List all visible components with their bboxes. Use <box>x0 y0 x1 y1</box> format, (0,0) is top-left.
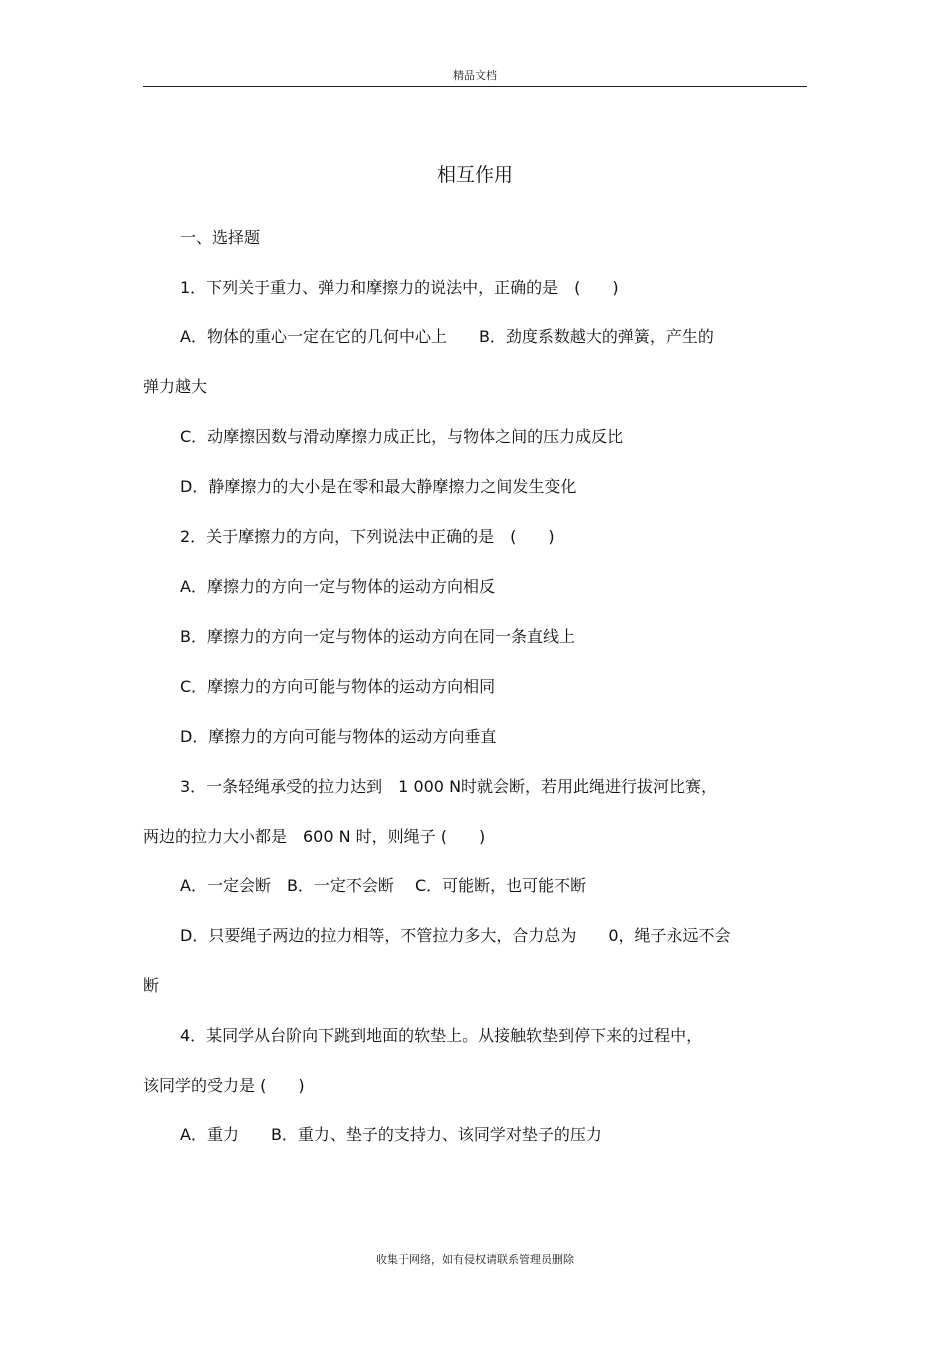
q4-stem-line1: 4．某同学从台阶向下跳到地面的软垫上。从接触软垫到停下来的过程中， <box>180 1026 703 1045</box>
q1-option-c: C．动摩擦因数与滑动摩擦力成正比，与物体之间的压力成反比 <box>180 427 624 446</box>
q2-option-b: B．摩擦力的方向一定与物体的运动方向在同一条直线上 <box>180 627 575 646</box>
q4-options-ab: A．重力 B．重力、垫子的支持力、该同学对垫子的压力 <box>180 1125 602 1144</box>
q2-option-c: C．摩擦力的方向可能与物体的运动方向相同 <box>180 677 496 696</box>
q3-stem-line2: 两边的拉力大小都是 600 N 时，则绳子 ( ) <box>143 827 486 846</box>
q3-option-d-line1: D．只要绳子两边的拉力相等，不管拉力多大，合力总为 0，绳子永远不会 <box>180 926 731 945</box>
q3-options-abc: A．一定会断 B．一定不会断 C．可能断，也可能不断 <box>180 876 587 895</box>
document-title: 相互作用 <box>436 164 513 186</box>
section-heading: 一、选择题 <box>180 228 261 247</box>
q3-stem-line1: 3．一条轻绳承受的拉力达到 1 000 N时就会断，若用此绳进行拔河比赛， <box>180 777 718 796</box>
q2-stem: 2．关于摩擦力的方向，下列说法中正确的是 ( ) <box>180 527 555 546</box>
page-header: 精品文档 <box>453 69 497 82</box>
q1-stem: 1．下列关于重力、弹力和摩擦力的说法中，正确的是 ( ) <box>180 278 619 297</box>
q4-stem-line2: 该同学的受力是 ( ) <box>143 1076 305 1095</box>
q2-option-d: D．摩擦力的方向可能与物体的运动方向垂直 <box>180 727 497 746</box>
q1-option-d: D．静摩擦力的大小是在零和最大静摩擦力之间发生变化 <box>180 477 577 496</box>
header-divider <box>143 86 807 87</box>
q1-option-b-continued: 弹力越大 <box>143 377 208 396</box>
q2-option-a: A．摩擦力的方向一定与物体的运动方向相反 <box>180 577 495 596</box>
q1-options-ab: A．物体的重心一定在它的几何中心上 B．劲度系数越大的弹簧，产生的 <box>180 327 714 346</box>
q3-option-d-line2: 断 <box>143 976 160 995</box>
page-footer: 收集于网络，如有侵权请联系管理员删除 <box>376 1253 574 1266</box>
